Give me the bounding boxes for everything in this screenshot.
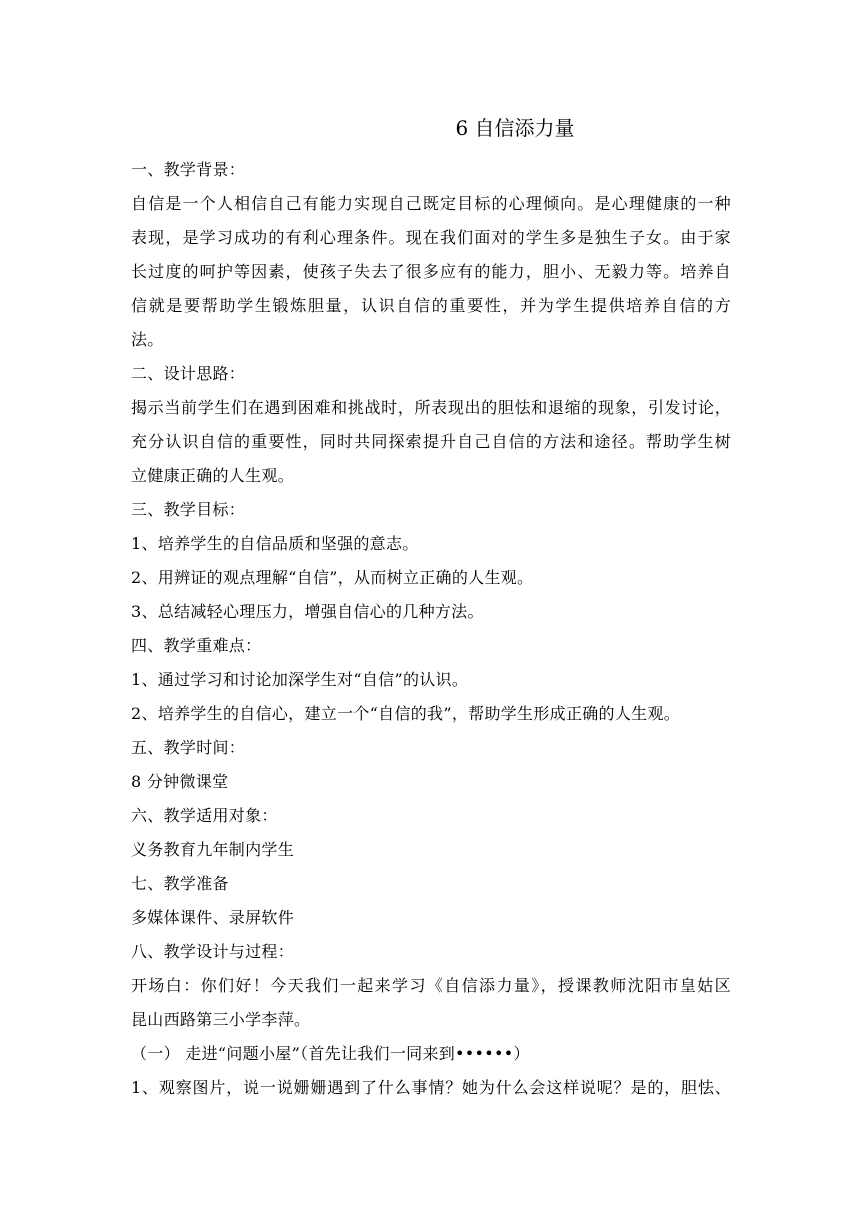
section-heading-audience: 六、教学适用对象： xyxy=(131,806,278,825)
paragraph-line: 8 分钟微课堂 xyxy=(131,772,229,791)
paragraph-line: 法。 xyxy=(131,330,164,349)
list-item: 3、总结减轻心理压力，增强自信心的几种方法。 xyxy=(131,602,484,621)
list-item: 2、培养学生的自信心，建立一个“自信的我”，帮助学生形成正确的人生观。 xyxy=(131,704,681,723)
paragraph-line: 义务教育九年制内学生 xyxy=(131,840,295,859)
paragraph-line: 揭示当前学生们在遇到困难和挑战时，所表现出的胆怯和退缩的现象，引发讨论， xyxy=(131,398,731,417)
section-heading-time: 五、教学时间： xyxy=(131,738,246,757)
paragraph-line: 开场白：你们好！今天我们一起来学习《自信添力量》，授课教师沈阳市皇姑区 xyxy=(131,976,731,995)
paragraph-line: 表现，是学习成功的有利心理条件。现在我们面对的学生多是独生子女。由于家 xyxy=(131,228,731,247)
section-heading-background: 一、教学背景： xyxy=(131,160,246,179)
subsection-heading: （一） 走进“问题小屋”（首先让我们一同来到••••••） xyxy=(131,1044,530,1063)
list-item: 2、用辨证的观点理解“自信”，从而树立正确的人生观。 xyxy=(131,568,534,587)
list-item: 1、培养学生的自信品质和坚强的意志。 xyxy=(131,534,419,553)
section-heading-design: 二、设计思路： xyxy=(131,364,246,383)
section-heading-process: 八、教学设计与过程： xyxy=(131,942,295,961)
paragraph-line: 长过度的呵护等因素，使孩子失去了很多应有的能力，胆小、无毅力等。培养自 xyxy=(131,262,731,281)
section-heading-preparation: 七、教学准备 xyxy=(131,874,229,893)
paragraph-line: 充分认识自信的重要性，同时共同探索提升自己自信的方法和途径。帮助学生树 xyxy=(131,432,731,451)
section-heading-key-points: 四、教学重难点： xyxy=(131,636,262,655)
paragraph-line: 昆山西路第三小学李萍。 xyxy=(131,1010,311,1029)
section-heading-goals: 三、教学目标： xyxy=(131,500,246,519)
paragraph-line: 多媒体课件、录屏软件 xyxy=(131,908,295,927)
paragraph-line: 1、观察图片，说一说姗姗遇到了什么事情？她为什么会这样说呢？是的，胆怯、 xyxy=(131,1078,731,1097)
paragraph-line: 信就是要帮助学生锻炼胆量，认识自信的重要性，并为学生提供培养自信的方 xyxy=(131,296,731,315)
paragraph-line: 自信是一个人相信自己有能力实现自己既定目标的心理倾向。是心理健康的一种 xyxy=(131,194,731,213)
document-title: 6 自信添力量 xyxy=(455,116,575,140)
list-item: 1、通过学习和讨论加深学生对“自信”的认识。 xyxy=(131,670,469,689)
document-body xyxy=(131,153,731,1105)
paragraph-line: 立健康正确的人生观。 xyxy=(131,466,295,485)
